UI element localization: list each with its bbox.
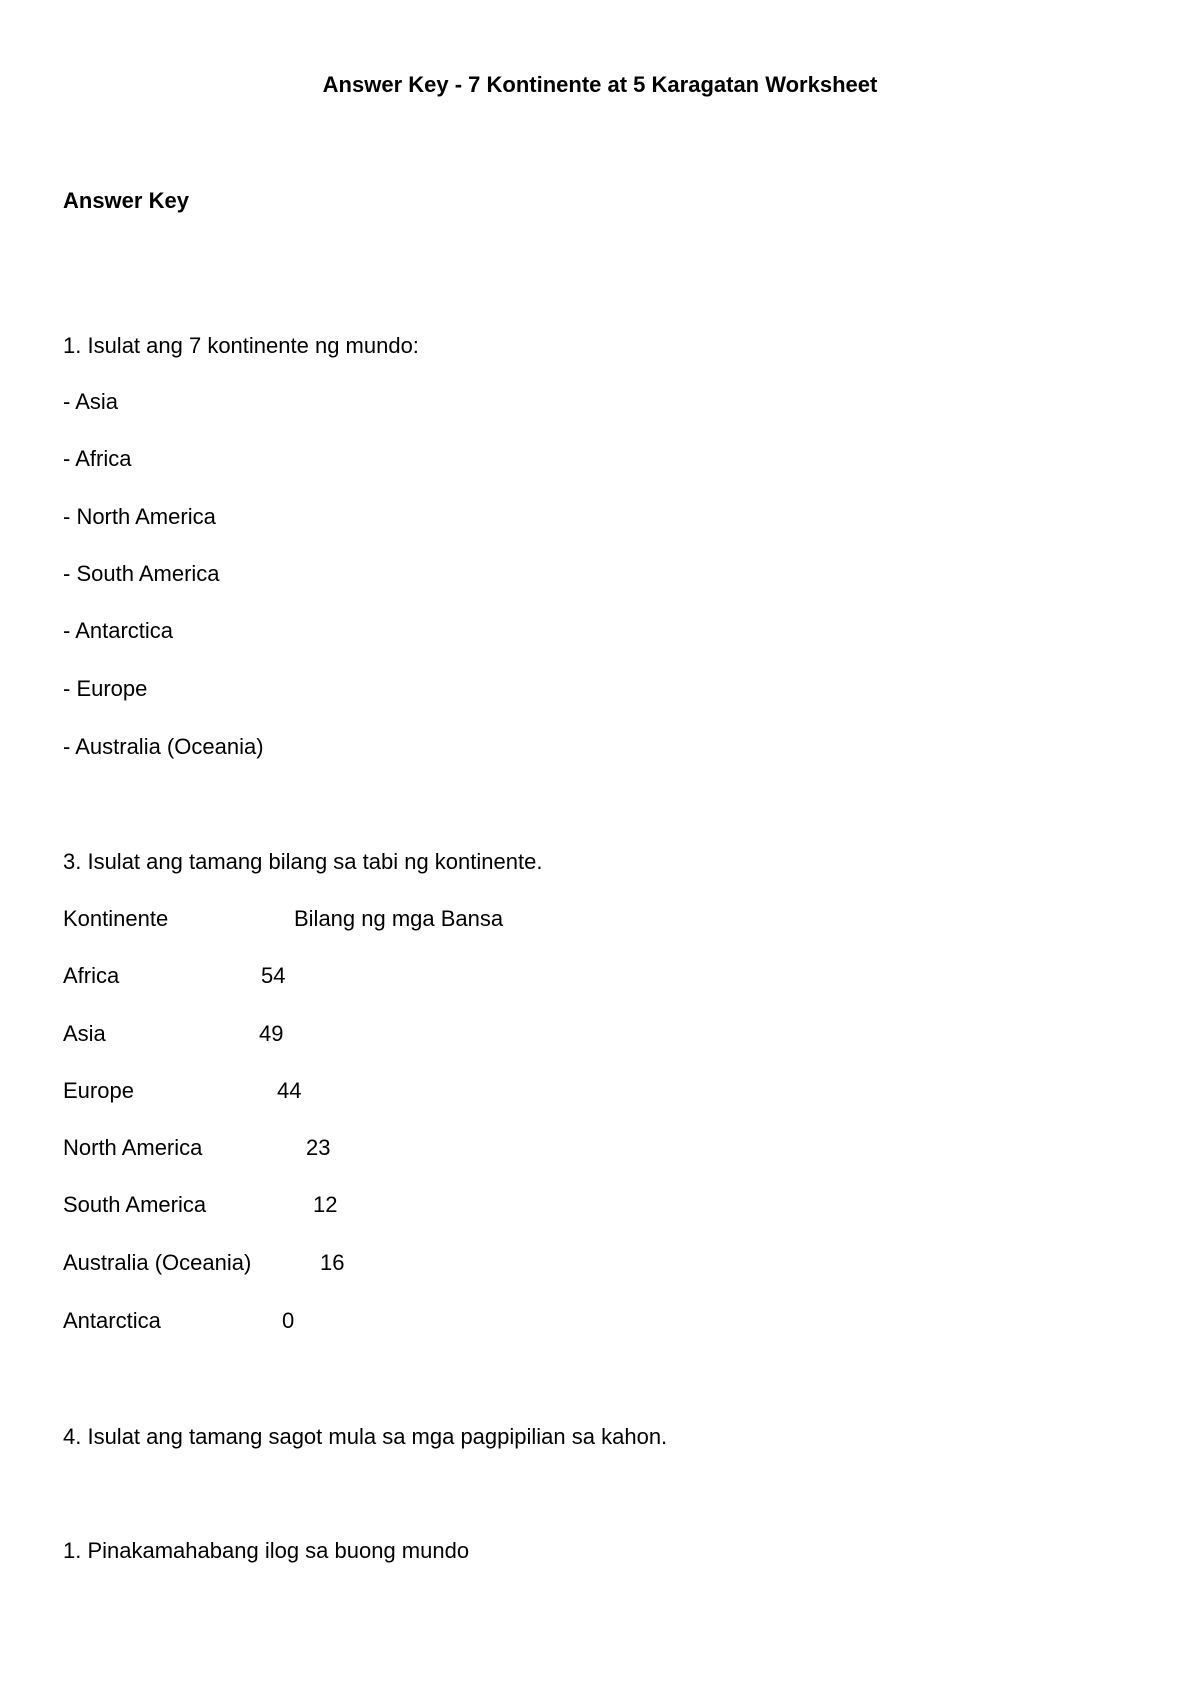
row-continent: Africa (63, 963, 120, 988)
list-item: - Africa (63, 446, 132, 471)
table-header-continent: Kontinente (63, 906, 169, 931)
row-count: 16 (320, 1250, 345, 1275)
table-header-count: Bilang ng mga Bansa (294, 906, 504, 931)
list-item: - Antarctica (63, 618, 174, 643)
question-4-prompt: 4. Isulat ang tamang sagot mula sa mga pagpipilian sa kahon. (63, 1424, 668, 1449)
list-item: - South America (63, 561, 220, 586)
row-count: 54 (261, 963, 286, 988)
row-count: 44 (277, 1078, 302, 1103)
document-title: Answer Key - 7 Kontinente at 5 Karagatan Worksheet (322, 72, 878, 97)
row-continent: North America (63, 1135, 203, 1160)
list-item: - Asia (63, 389, 119, 414)
list-item: - North America (63, 504, 216, 529)
row-count: 12 (313, 1192, 338, 1217)
row-count: 49 (259, 1021, 284, 1046)
list-item: - Europe (63, 676, 148, 701)
row-continent: Antarctica (63, 1308, 161, 1333)
row-count: 0 (282, 1308, 295, 1333)
question-1-prompt: 1. Isulat ang 7 kontinente ng mundo: (63, 333, 419, 358)
row-continent: South America (63, 1192, 207, 1217)
list-item: - Australia (Oceania) (63, 734, 264, 759)
row-continent: Asia (63, 1021, 106, 1046)
question-3-prompt: 3. Isulat ang tamang bilang sa tabi ng kontinente. (63, 849, 543, 874)
section-heading: Answer Key (63, 188, 189, 213)
row-continent: Europe (63, 1078, 134, 1103)
row-continent: Australia (Oceania) (63, 1250, 252, 1275)
list-item: 1. Pinakamahabang ilog sa buong mundo (63, 1538, 470, 1563)
row-count: 23 (306, 1135, 331, 1160)
